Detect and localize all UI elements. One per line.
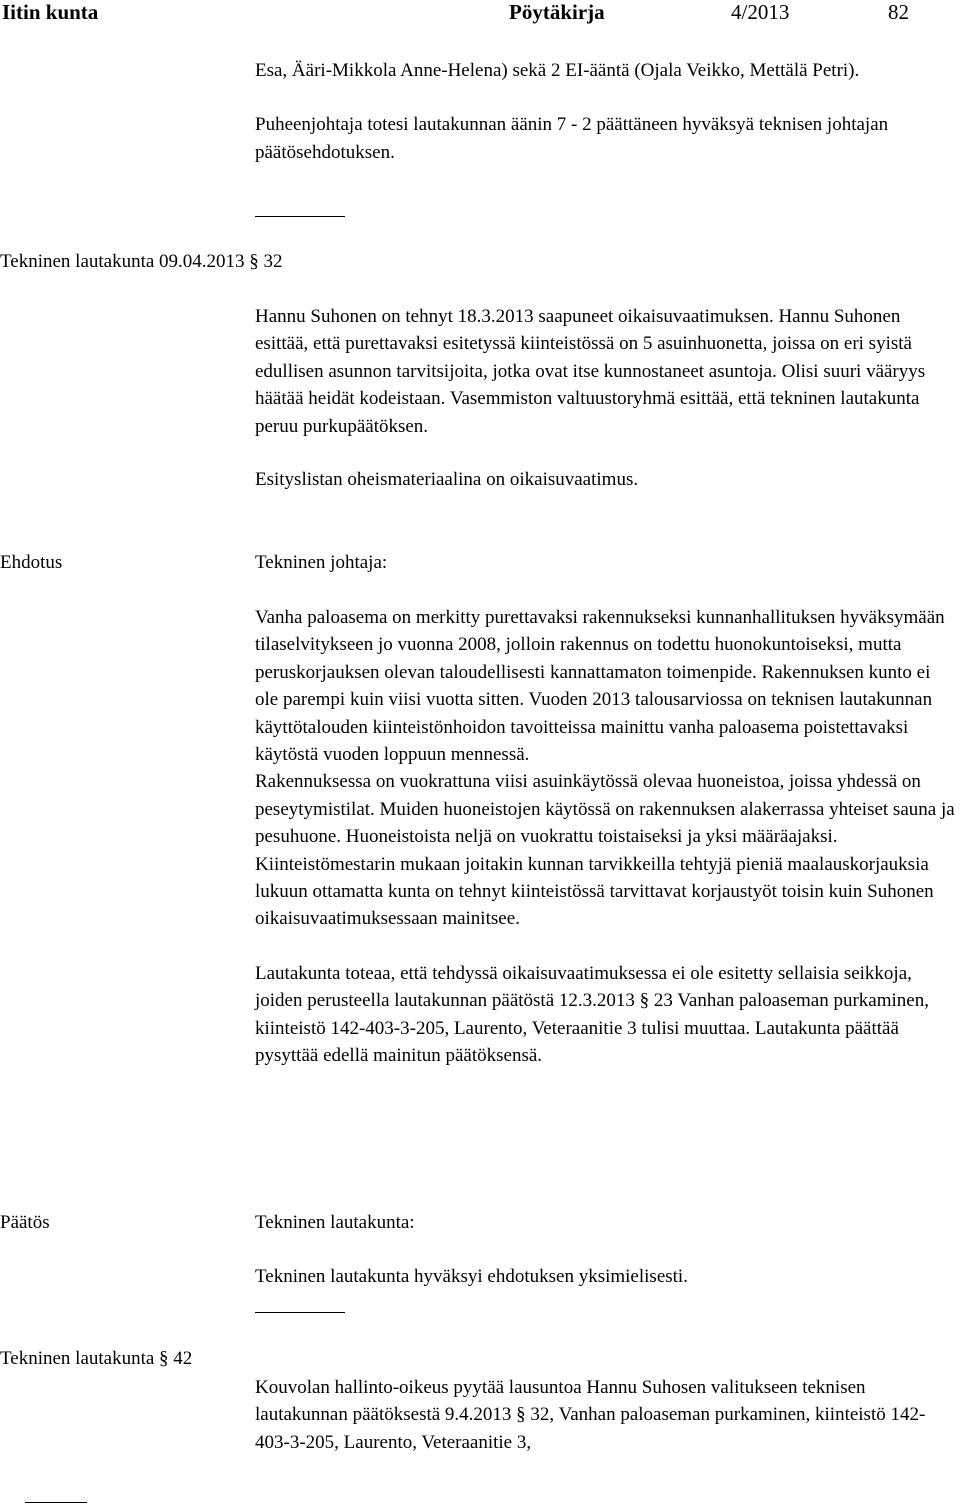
proposal-paragraph: Vanha paloasema on merkitty purettavaksi rakennukseksi kunnanhallituksen hyväksymään tilaselvitykseen jo vuonna 2008, jolloin rakennus on todettu huonokuntoiseksi, mutta peruskorjauksen olevan taloudellisesti kannattamaton toimenpide. Rakennuksen kunto ei ole parempi kuin viisi vuotta sitten. Vuoden 2013 talousarviossa on teknisen lautakunnan käyttötalouden kiinteistönhoidon tavoitteissa mainittu vanha paloasema poistettavaksi käytöstä vuoden loppuun mennessä. (255, 607, 945, 766)
voting-continuation: Esa, Ääri-Mikkola Anne-Helena) sekä 2 EI-ääntä (Ojala Veikko, Mettälä Petri). (255, 60, 860, 81)
decision-label: Päätös (0, 1212, 50, 1233)
separator-line (255, 216, 345, 217)
chair-statement: Puheenjohtaja totesi lautakunnan äänin 7 - 2 päättäneen hyväksyä teknisen johtajan päätösehdotuksen. (255, 114, 889, 163)
proposal-conclusion: Lautakunta toteaa, että tehdyssä oikaisuvaatimuksessa ei ole esitetty sellaisia seikkoja, joiden perusteella lautakunnan päätöstä 12.3.2013 § 23 Vanhan paloaseman purkaminen, kiinteistö 142-403-3-205, Laurento, Veteraanitie 3 tulisi muuttaa. Lautakunta päättää pysyttää edellä mainitun päätöksensä. (255, 962, 929, 1067)
section2-paragraph: Kouvolan hallinto-oikeus pyytää lausuntoa Hannu Suhosen valitukseen teknisen lautakunnan päätöksestä 9.4.2013 § 32, Vanhan paloaseman purkaminen, kiinteistö 142-403-3-205, Laurento, Veteraanitie 3, (255, 1377, 926, 1453)
proposal-block (255, 604, 955, 1070)
intro-block (255, 57, 955, 166)
attachment-note: Esityslistan oheismateriaalina on oikaisuvaatimus. (255, 469, 639, 491)
section2-block (255, 1374, 955, 1456)
proposal-author: Tekninen johtaja: (255, 552, 388, 573)
decision-text: Tekninen lautakunta hyväksyi ehdotuksen yksimielisesti. (255, 1266, 688, 1287)
separator-line (255, 1312, 345, 1313)
issue-number: 4/2013 (731, 0, 790, 24)
decision-author: Tekninen lautakunta: (255, 1212, 415, 1233)
background-block (255, 303, 955, 493)
page-number: 82 (888, 0, 909, 24)
background-paragraph: Hannu Suhonen on tehnyt 18.3.2013 saapuneet oikaisuvaatimuksen. Hannu Suhonen esittää, että purettavaksi esitetyssä kiinteistössä on 5 asuinhuonetta, joissa on eri syistä edullisen asunnon tarvitsijoita, jotka ovat itse kunnostaneet asuntoja. Olisi suuri vääryys häätää heidät kodeistaan. Vasemmiston valtuustoryhmä esittää, että tekninen lautakunta peruu purkupäätöksen. (255, 306, 926, 437)
page-header (0, 0, 960, 28)
proposal-paragraph: Kiinteistömestarin mukaan joitakin kunnan tarvikkeilla tehtyjä pieniä maalauskorjauksia lukuun ottamatta kunta on tehnyt kiinteistössä tarvittavat korjaustyöt toisin kuin Suhonen oikaisuvaatimuksessaan mainitsee. (255, 853, 934, 930)
proposal-paragraph: Rakennuksessa on vuokrattuna viisi asuinkäytössä olevaa huoneistoa, joissa yhdessä on peseytymistilat. Muiden huoneistojen käytössä on rakennuksen alakerrassa yhteiset sauna ja pesuhuone. Huoneistoista neljä on vuokrattu toistaiseksi ja yksi määräajaksi. (255, 771, 955, 848)
section-reference: Tekninen lautakunta 09.04.2013 § 32 (0, 251, 283, 272)
proposal-label: Ehdotus (0, 552, 63, 573)
footer-line (25, 1502, 87, 1503)
document-type: Pöytäkirja (509, 0, 605, 24)
municipality-name: Iitin kunta (2, 0, 99, 24)
section-reference: Tekninen lautakunta § 42 (0, 1348, 193, 1369)
